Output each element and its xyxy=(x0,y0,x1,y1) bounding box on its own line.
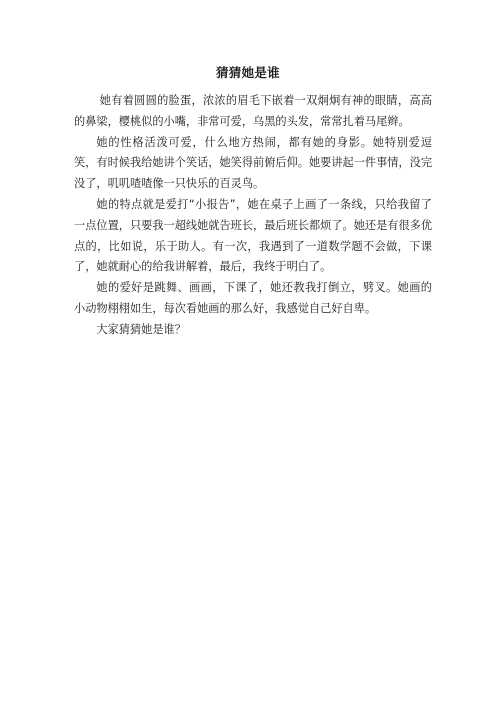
paragraph: 她的性格活泼可爱，什么地方热闹，都有她的身影。她特别爱逗笑，有时候我给她讲个笑话，她笑得前俯后仰。她要讲起一件事情，没完没了，叽叽喳喳像一只快乐的百灵鸟。 xyxy=(74,135,433,191)
paragraph: 大家猜猜她是谁？ xyxy=(96,322,186,336)
paragraph: 她有着圆圆的脸蛋，浓浓的眉毛下嵌着一双炯炯有神的眼睛，高高的鼻梁，樱桃似的小嘴，非常可爱，乌黑的头发，常常扎着马尾辫。 xyxy=(74,94,432,128)
document-title: 猜猜她是谁 xyxy=(215,65,280,80)
paragraph: 她的爱好是跳舞、画画，下课了，她还教我打倒立，劈叉。她画的小动物栩栩如生，每次看她画的那么好，我感觉自己好自卑。 xyxy=(74,281,432,315)
paragraph: 她的特点就是爱打“小报告”，她在桌子上画了一条线，只给我留了一点位置，只要我一超线她就告班长，最后班长都烦了。她还是有很多优点的，比如说，乐于助人。有一次，我遇到了一道数学题不会做，下课了，她就耐心的给我讲解着，最后，我终于明白了。 xyxy=(74,197,433,274)
document-body xyxy=(74,91,432,341)
